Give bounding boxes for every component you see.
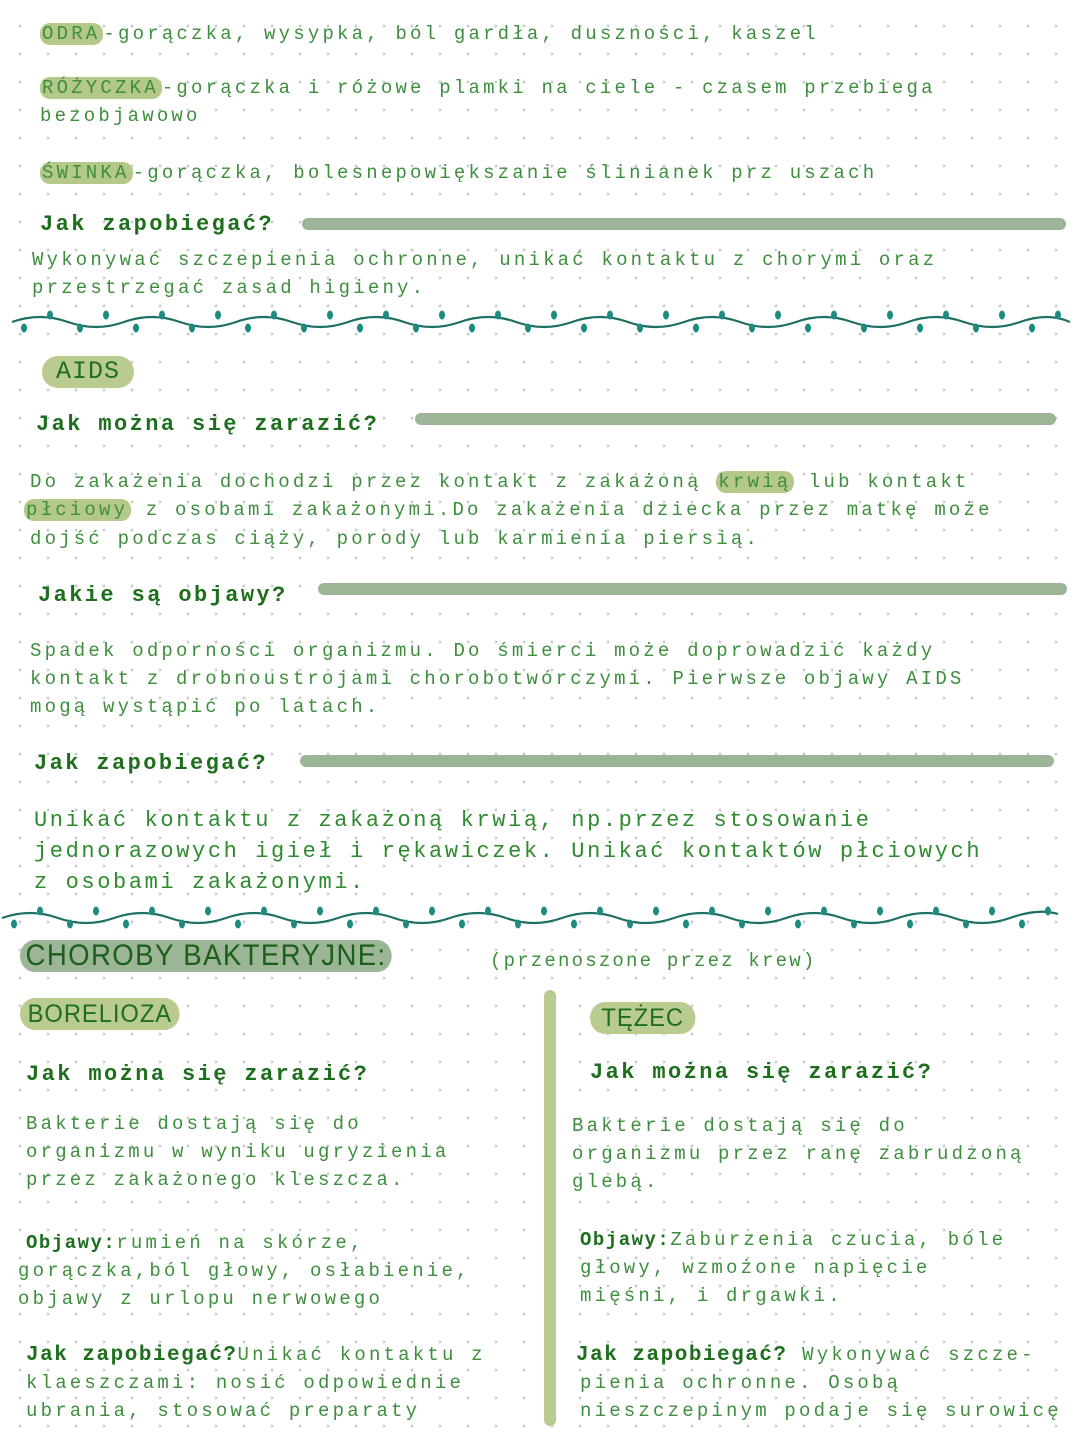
tezec-infection-line-2: organizmu przez ranę zabrudzoną	[572, 1143, 1025, 1165]
tezec-prevent-label: Jak zapobiegać?	[576, 1344, 788, 1367]
tezec-infection-heading: Jak można się zarazić?	[590, 1060, 934, 1085]
borelioza-infection-heading: Jak można się zarazić?	[26, 1062, 370, 1087]
aids-symptoms-line-2: kontakt z drobnoustrojami chorobotwórczymi. Pierwsze objawy AIDS	[30, 668, 965, 690]
borelioza-symptoms-line-2: gorączka,ból głowy, osłabienie,	[18, 1260, 471, 1282]
borelioza-prevent-line-2: klaeszczami: nosić odpowiednie	[26, 1372, 465, 1394]
borelioza-prevent-label: Jak zapobiegać?	[26, 1344, 238, 1367]
tezec-infection-line-1: Bakterie dostają się do	[572, 1115, 908, 1137]
rozyczka-label: RÓŻYCZKA	[40, 77, 162, 99]
tezec-title: TĘŻEC	[590, 1002, 695, 1034]
aids-prevent-heading: Jak zapobiegać?	[34, 751, 269, 776]
borelioza-title: BORELIOZA	[20, 998, 180, 1030]
highlight-krwia: krwią	[716, 471, 794, 493]
aids-infection-heading: Jak można się zarazić?	[36, 412, 380, 437]
rozyczka-line-2: bezobjawowo	[40, 105, 201, 127]
highlight-plciowy: płciowy	[24, 499, 131, 521]
borelioza-infection-line-2: organizmu w wyniku ugryzienia	[26, 1141, 450, 1163]
tezec-prevent-line-2: pienia ochronne. Osobą	[580, 1372, 902, 1394]
heading-bar	[415, 413, 1056, 425]
borelioza-prevent-line-3: ubrania, stosować preparaty	[26, 1400, 421, 1422]
aids-symptoms-line-3: mogą wystąpić po latach.	[30, 696, 381, 718]
odra-label: ODRA	[40, 23, 103, 45]
aids-prevent-line-3: z osobami zakażonymi.	[34, 870, 366, 895]
swinka-label: ŚWINKA	[40, 162, 133, 184]
aids-infection-line-3: dojść podczas ciąży, porody lub karmienia piersią.	[30, 528, 761, 550]
measles-prevent-line-1: Wykonywać szczepienia ochronne, unikać kontaktu z chorymi oraz	[32, 249, 938, 271]
vine-divider-icon	[0, 904, 1080, 934]
aids-symptoms-line-1: Spadek odporności organizmu. Do śmierci może doprowadzić każdy	[30, 640, 936, 662]
tezec-prevent-line-3: nieszczepinym podaje się surowicę	[580, 1400, 1062, 1422]
borelioza-infection-line-1: Bakterie dostają się do	[26, 1113, 362, 1135]
bacterial-subtitle: (przenoszone przez krew)	[490, 950, 817, 972]
heading-bar	[302, 218, 1066, 230]
tezec-symptoms-line-1: Objawy:Zaburzenia czucia, bóle	[580, 1229, 1007, 1251]
borelioza-prevent-line-1: Jak zapobiegać?Unikać kontaktu z	[26, 1344, 486, 1367]
aids-infection-line-2: płciowy z osobami zakażonymi.Do zakażenia dziecka przez matkę może	[26, 499, 993, 521]
borelioza-symptoms-line-3: objawy z urlopu nerwowego	[18, 1288, 384, 1310]
borelioza-symptoms-label: Objawy:	[26, 1232, 117, 1254]
tezec-infection-line-3: glebą.	[572, 1171, 660, 1193]
measles-prevent-line-2: przestrzegać zasad higieny.	[32, 277, 427, 299]
bacterial-title: CHOROBY BAKTERYJNE:	[20, 940, 392, 972]
heading-bar	[300, 755, 1054, 767]
measles-prevent-heading: Jak zapobiegać?	[40, 212, 275, 237]
odra-line: ODRA -gorączka, wysypka, ból gardła, duszności, kaszel	[42, 23, 819, 45]
aids-infection-line-1: Do zakażenia dochodzi przez kontakt z zakażoną krwią lub kontakt	[30, 471, 970, 493]
aids-symptoms-heading: Jakie są objawy?	[38, 583, 288, 608]
tezec-symptoms-line-3: mięśni, i drgawki.	[580, 1285, 843, 1307]
column-divider	[544, 990, 556, 1426]
tezec-symptoms-line-2: głowy, wzmożone napięcie	[580, 1257, 931, 1279]
borelioza-symptoms-line-1: Objawy:rumień na skórze,	[26, 1232, 365, 1254]
heading-bar	[318, 583, 1067, 595]
vine-divider-icon	[0, 308, 1080, 338]
rozyczka-line: RÓŻYCZKA -gorączka i różowe plamki na ciele - czasem przebiega	[42, 77, 936, 99]
tezec-prevent-line-1: Jak zapobiegać? Wykonywać szcze-	[576, 1344, 1036, 1367]
borelioza-infection-line-3: przez zakażonego kleszcza.	[26, 1169, 406, 1191]
swinka-line: ŚWINKA -gorączka, bolesnepowiększanie ślinianek prz uszach	[42, 162, 878, 184]
aids-prevent-line-1: Unikać kontaktu z zakażoną krwią, np.przez stosowanie	[34, 808, 872, 833]
aids-title: AIDS	[42, 356, 134, 388]
aids-prevent-line-2: jednorazowych igieł i rękawiczek. Unikać kontaktów płciowych	[34, 839, 983, 864]
tezec-symptoms-label: Objawy:	[580, 1229, 671, 1251]
